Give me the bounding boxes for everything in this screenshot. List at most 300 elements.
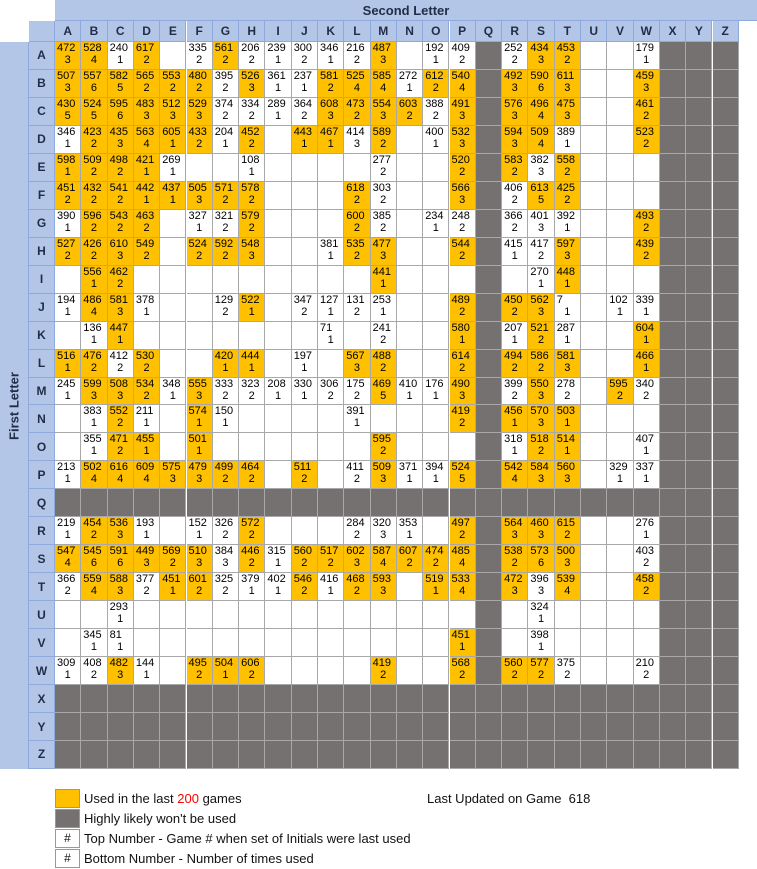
last-game-number: 320 xyxy=(372,517,391,530)
cell-za xyxy=(55,741,81,769)
last-game-number: 570 xyxy=(530,405,549,418)
row-header-k: K xyxy=(29,322,55,350)
times-used: 2 xyxy=(90,221,97,234)
row-header-w: W xyxy=(29,657,55,685)
cell-nw xyxy=(634,405,660,433)
last-game-number: 385 xyxy=(372,209,391,222)
last-game-number: 361 xyxy=(267,69,286,82)
cell-rz xyxy=(713,517,739,545)
cell-lf xyxy=(187,350,213,378)
last-game-number: 556 xyxy=(83,265,102,278)
last-game-number: 483 xyxy=(135,97,155,110)
times-used: 2 xyxy=(406,109,413,122)
last-game-number: 451 xyxy=(162,573,181,586)
last-game-number: 179 xyxy=(635,42,654,54)
last-game-number: 430 xyxy=(57,97,76,110)
times-used: 1 xyxy=(564,137,571,150)
cell-oz xyxy=(713,433,739,461)
times-used: 4 xyxy=(564,585,571,598)
last-game-number: 606 xyxy=(241,657,260,670)
times-used: 6 xyxy=(537,557,545,570)
cell-ut xyxy=(555,601,581,629)
times-used: 3 xyxy=(564,81,571,94)
cell-vm xyxy=(371,629,397,657)
cell-ef xyxy=(187,154,213,182)
cell-sp xyxy=(450,545,476,573)
last-game-number: 566 xyxy=(451,181,470,194)
cell-uy xyxy=(686,601,712,629)
cell-nc xyxy=(108,405,134,433)
cell-ed xyxy=(134,154,160,182)
cell-xi xyxy=(265,685,291,713)
cell-tb xyxy=(81,573,107,601)
cell-tf xyxy=(187,573,213,601)
cell-cv xyxy=(607,98,633,126)
cell-ia xyxy=(55,266,81,294)
cell-ou xyxy=(581,433,607,461)
last-game-number: 607 xyxy=(398,545,418,558)
times-used: 2 xyxy=(564,193,571,206)
cell-fm xyxy=(371,182,397,210)
last-game-number: 596 xyxy=(83,209,102,222)
last-game-number: 492 xyxy=(504,69,523,82)
cell-up xyxy=(450,601,476,629)
last-game-number: 210 xyxy=(635,657,654,670)
cell-tn xyxy=(397,573,423,601)
times-used: 1 xyxy=(643,445,650,458)
last-game-number: 584 xyxy=(530,461,549,474)
last-game-number: 444 xyxy=(241,349,260,362)
cell-fo xyxy=(423,182,449,210)
cell-ep xyxy=(450,154,476,182)
cell-xr xyxy=(502,685,528,713)
cell-zb xyxy=(81,741,107,769)
last-game-number: 543 xyxy=(109,209,128,222)
cell-gt xyxy=(555,210,581,238)
times-used: 3 xyxy=(196,109,203,122)
times-used: 3 xyxy=(169,473,176,486)
cell-fx xyxy=(660,182,686,210)
last-game-number: 561 xyxy=(214,42,234,54)
last-game-number: 194 xyxy=(57,293,76,306)
cell-cd xyxy=(134,98,160,126)
times-used: 4 xyxy=(380,81,387,94)
times-used: 2 xyxy=(353,305,360,318)
times-used: 2 xyxy=(64,585,71,598)
cell-ms xyxy=(528,378,554,406)
cell-yt xyxy=(555,713,581,741)
times-used: 5 xyxy=(537,193,545,206)
times-used: 4 xyxy=(537,137,545,150)
cell-fp xyxy=(450,182,476,210)
row-header-a: A xyxy=(29,42,55,70)
times-used: 1 xyxy=(274,81,282,94)
cell-rp xyxy=(450,517,476,545)
last-game-number: 245 xyxy=(57,377,76,390)
times-used: 1 xyxy=(117,641,124,654)
cell-aw xyxy=(634,42,660,70)
cell-am xyxy=(371,42,397,70)
cell-ll xyxy=(344,350,370,378)
cell-ww xyxy=(634,657,660,685)
last-game-number: 432 xyxy=(83,181,102,194)
cell-ls xyxy=(528,350,554,378)
cell-ft xyxy=(555,182,581,210)
times-used: 2 xyxy=(511,221,518,234)
cell-wr xyxy=(502,657,528,685)
last-game-number: 516 xyxy=(57,349,76,362)
cell-wh xyxy=(239,657,265,685)
cell-qk xyxy=(318,489,344,517)
cell-jf xyxy=(187,294,213,322)
last-game-number: 574 xyxy=(188,405,207,418)
cell-pj xyxy=(292,461,318,489)
cell-jg xyxy=(213,294,239,322)
cell-ad xyxy=(134,42,160,70)
cell-sb xyxy=(81,545,107,573)
cell-sv xyxy=(607,545,633,573)
cell-aq xyxy=(476,42,502,70)
cell-zn xyxy=(397,741,423,769)
cell-mx xyxy=(660,378,686,406)
times-used: 1 xyxy=(143,445,150,458)
cell-rg xyxy=(213,517,239,545)
cell-wp xyxy=(450,657,476,685)
last-game-number: 415 xyxy=(504,237,523,250)
last-game-number: 419 xyxy=(451,405,470,418)
cell-zu xyxy=(581,741,607,769)
last-game-number: 337 xyxy=(635,461,654,474)
column-header-e: E xyxy=(160,21,186,42)
last-game-number: 475 xyxy=(556,97,576,110)
cell-mq xyxy=(476,378,502,406)
last-game-number: 509 xyxy=(372,461,391,474)
last-game-number: 447 xyxy=(109,321,128,334)
last-game-number: 595 xyxy=(372,433,391,446)
cell-lv xyxy=(607,350,633,378)
times-used: 3 xyxy=(169,109,176,122)
cell-xb xyxy=(81,685,107,713)
cell-ug xyxy=(213,601,239,629)
last-game-number: 414 xyxy=(346,125,365,138)
cell-hh xyxy=(239,238,265,266)
last-game-number: 456 xyxy=(504,405,523,418)
times-used: 1 xyxy=(301,361,308,374)
cell-wo xyxy=(423,657,449,685)
cell-he xyxy=(160,238,186,266)
times-used: 3 xyxy=(380,585,387,598)
times-used: 3 xyxy=(459,389,466,402)
last-game-number: 213 xyxy=(57,461,76,474)
cell-qe xyxy=(160,489,186,517)
cell-ej xyxy=(292,154,318,182)
cell-qw xyxy=(634,489,660,517)
cell-yl xyxy=(344,713,370,741)
cell-fw xyxy=(634,182,660,210)
times-used: 3 xyxy=(222,557,229,570)
last-game-number: 394 xyxy=(425,461,444,474)
times-used: 4 xyxy=(143,473,150,486)
cell-cu xyxy=(581,98,607,126)
last-game-number: 455 xyxy=(135,433,155,446)
cell-nz xyxy=(713,405,739,433)
times-used: 1 xyxy=(459,641,466,654)
row-header-e: E xyxy=(29,154,55,182)
cell-ux xyxy=(660,601,686,629)
cell-xg xyxy=(213,685,239,713)
cell-uz xyxy=(713,601,739,629)
last-game-number: 446 xyxy=(241,545,260,558)
times-used: 2 xyxy=(564,669,571,682)
cell-jk xyxy=(318,294,344,322)
times-used: 4 xyxy=(459,585,466,598)
cell-lm xyxy=(371,350,397,378)
times-used: 2 xyxy=(248,54,255,66)
cell-jr xyxy=(502,294,528,322)
cell-ni xyxy=(265,405,291,433)
last-game-number: 534 xyxy=(135,377,155,390)
times-used: 2 xyxy=(196,81,203,94)
cell-hk xyxy=(318,238,344,266)
cell-eu xyxy=(581,154,607,182)
cell-pb xyxy=(81,461,107,489)
cell-ne xyxy=(160,405,186,433)
times-used: 2 xyxy=(380,193,387,206)
cell-jo xyxy=(423,294,449,322)
last-game-number: 448 xyxy=(556,265,576,278)
times-used: 3 xyxy=(564,109,571,122)
cell-rq xyxy=(476,517,502,545)
times-used: 2 xyxy=(380,137,387,150)
cell-ah xyxy=(239,42,265,70)
last-game-number: 340 xyxy=(635,377,654,390)
last-game-number: 462 xyxy=(109,265,128,278)
last-game-number: 300 xyxy=(293,42,313,54)
last-game-number: 127 xyxy=(320,293,339,306)
cell-au xyxy=(581,42,607,70)
row-header-p: P xyxy=(29,461,55,489)
cell-lz xyxy=(713,350,739,378)
cell-qa xyxy=(55,489,81,517)
cell-re xyxy=(160,517,186,545)
last-game-number: 576 xyxy=(504,97,523,110)
cell-gl xyxy=(344,210,370,238)
times-used: 2 xyxy=(459,529,466,542)
cell-do xyxy=(423,126,449,154)
last-game-number: 102 xyxy=(609,293,628,306)
last-game-number: 390 xyxy=(57,209,76,222)
column-header-w: W xyxy=(634,21,660,42)
cell-iz xyxy=(713,266,739,294)
last-game-number: 540 xyxy=(451,69,470,82)
cell-ew xyxy=(634,154,660,182)
times-used: 1 xyxy=(564,305,571,318)
cell-pd xyxy=(134,461,160,489)
cell-vn xyxy=(397,629,423,657)
cell-ac xyxy=(108,42,134,70)
row-header-d: D xyxy=(29,126,55,154)
times-used: 2 xyxy=(248,109,255,122)
cell-tx xyxy=(660,573,686,601)
last-game-number: 131 xyxy=(346,293,365,306)
cell-br xyxy=(502,70,528,98)
cell-gj xyxy=(292,210,318,238)
times-used: 2 xyxy=(222,81,229,94)
last-game-number: 454 xyxy=(83,517,102,530)
cell-tp xyxy=(450,573,476,601)
cell-qd xyxy=(134,489,160,517)
last-game-number: 471 xyxy=(109,433,128,446)
last-game-number: 586 xyxy=(530,349,549,362)
row-header-t: T xyxy=(29,573,55,601)
cell-yo xyxy=(423,713,449,741)
cell-px xyxy=(660,461,686,489)
cell-vg xyxy=(213,629,239,657)
cell-sn xyxy=(397,545,423,573)
last-game-number: 583 xyxy=(504,153,523,166)
cell-la xyxy=(55,350,81,378)
cell-tz xyxy=(713,573,739,601)
cell-mv xyxy=(607,378,633,406)
times-used: 1 xyxy=(511,445,518,458)
last-game-number: 435 xyxy=(109,125,128,138)
column-header-v: V xyxy=(607,21,633,42)
cell-hd xyxy=(134,238,160,266)
cell-qh xyxy=(239,489,265,517)
cell-ax xyxy=(660,42,686,70)
times-used: 3 xyxy=(117,389,124,402)
times-used: 2 xyxy=(248,221,255,234)
times-used: 2 xyxy=(511,669,518,682)
last-game-number: 612 xyxy=(425,69,444,82)
times-used: 2 xyxy=(459,54,466,66)
last-game-number: 557 xyxy=(83,69,102,82)
cell-fq xyxy=(476,182,502,210)
last-game-number: 419 xyxy=(372,657,391,670)
cell-jx xyxy=(660,294,686,322)
cell-ic xyxy=(108,266,134,294)
cell-zg xyxy=(213,741,239,769)
row-header-s: S xyxy=(29,545,55,573)
last-game-number: 325 xyxy=(214,573,234,586)
times-used: 1 xyxy=(643,54,650,66)
cell-po xyxy=(423,461,449,489)
times-used: 1 xyxy=(90,277,97,290)
cell-ok xyxy=(318,433,344,461)
cell-hy xyxy=(686,238,712,266)
cell-xn xyxy=(397,685,423,713)
cell-ck xyxy=(318,98,344,126)
times-used: 1 xyxy=(432,585,439,598)
cell-zv xyxy=(607,741,633,769)
times-used: 1 xyxy=(117,613,124,626)
cell-oq xyxy=(476,433,502,461)
cell-xy xyxy=(686,685,712,713)
cell-cf xyxy=(187,98,213,126)
row-header-v: V xyxy=(29,629,55,657)
last-game-number: 407 xyxy=(635,433,654,446)
cell-vz xyxy=(713,629,739,657)
cell-go xyxy=(423,210,449,238)
last-game-number: 334 xyxy=(241,97,260,110)
times-used: 2 xyxy=(353,193,360,206)
cell-ex xyxy=(660,154,686,182)
cell-hv xyxy=(607,238,633,266)
times-used: 1 xyxy=(537,613,545,626)
cell-vw xyxy=(634,629,660,657)
times-used: 3 xyxy=(537,305,545,318)
times-used: 2 xyxy=(301,557,308,570)
column-header-c: C xyxy=(108,21,134,42)
cell-vl xyxy=(344,629,370,657)
times-used: 3 xyxy=(117,529,124,542)
times-used: 2 xyxy=(643,585,650,598)
cell-zm xyxy=(371,741,397,769)
cell-yw xyxy=(634,713,660,741)
cell-zz xyxy=(713,741,739,769)
times-used: 1 xyxy=(511,249,518,262)
times-used: 4 xyxy=(90,473,97,486)
times-used: 2 xyxy=(380,221,387,234)
cell-ki xyxy=(265,322,291,350)
cell-cy xyxy=(686,98,712,126)
times-used: 4 xyxy=(537,109,545,122)
times-used: 3 xyxy=(564,473,571,486)
cell-ys xyxy=(528,713,554,741)
cell-uq xyxy=(476,601,502,629)
last-game-number: 524 xyxy=(83,97,102,110)
cell-qn xyxy=(397,489,423,517)
column-header-i: I xyxy=(265,21,291,42)
last-game-number: 582 xyxy=(109,69,128,82)
times-used: 2 xyxy=(248,473,255,486)
times-used: 6 xyxy=(90,557,97,570)
cell-sg xyxy=(213,545,239,573)
hash-swatch-2: # xyxy=(55,849,80,868)
cell-hz xyxy=(713,238,739,266)
cell-ct xyxy=(555,98,581,126)
cell-fg xyxy=(213,182,239,210)
times-used: 4 xyxy=(90,305,97,318)
times-used: 2 xyxy=(537,445,545,458)
cell-hl xyxy=(344,238,370,266)
cell-qt xyxy=(555,489,581,517)
last-game-number: 496 xyxy=(530,97,549,110)
cell-dk xyxy=(318,126,344,154)
cell-gg xyxy=(213,210,239,238)
last-game-number: 234 xyxy=(425,209,444,222)
cell-hj xyxy=(292,238,318,266)
cell-bp xyxy=(450,70,476,98)
cell-zw xyxy=(634,741,660,769)
cell-cp xyxy=(450,98,476,126)
times-used: 1 xyxy=(380,305,387,318)
times-used: 1 xyxy=(327,249,334,262)
last-game-number: 406 xyxy=(504,181,523,194)
cell-yd xyxy=(134,713,160,741)
cell-um xyxy=(371,601,397,629)
cell-ya xyxy=(55,713,81,741)
cell-av xyxy=(607,42,633,70)
cell-cs xyxy=(528,98,554,126)
last-game-number: 402 xyxy=(267,573,286,586)
column-header-k: K xyxy=(318,21,344,42)
cell-hw xyxy=(634,238,660,266)
times-used: 3 xyxy=(537,585,545,598)
times-used: 2 xyxy=(64,249,71,262)
cell-ib xyxy=(81,266,107,294)
last-updated xyxy=(427,791,590,806)
